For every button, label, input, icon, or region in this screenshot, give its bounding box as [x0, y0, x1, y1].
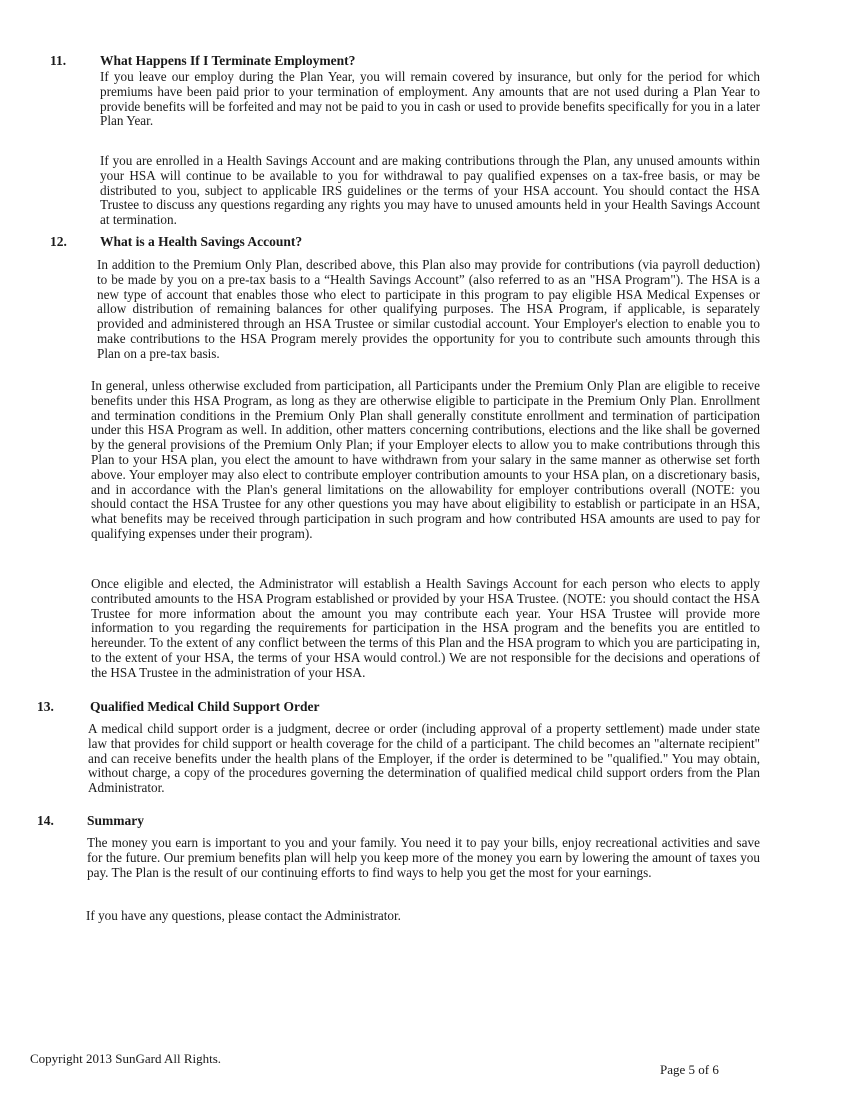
section-number: 13.: [37, 699, 54, 714]
section-heading: Summary: [87, 813, 144, 828]
copyright-notice: Copyright 2013 SunGard All Rights.: [30, 1051, 222, 1066]
paragraph: In general, unless otherwise excluded from participation, all Participants under the Premium Only Plan are eligible to receive benefits under this HSA Program, as long as they are otherwise eligible to participate in the Premium Only Plan. Enrollment and termination conditions in the Premium Only Plan shall generally constitute enrollment and termination of participation under this HSA Program as well. In addition, other matters concerning contributions, elections and the like shall be governed by the general provisions of the Premium Only Plan; if your Employer elects to allow you to make contributions through this Plan to your HSA plan, you elect the amount to have withdrawn from your salary in the same manner as otherwise set forth above. Your employer may also elect to contribute employer contribution amounts to your HSA plan, on a discretionary basis, and in accordance with the Plan's general limitations on the allowability for employer contributions overall (NOTE: you should contact the HSA Trustee for any other questions you may have about eligibility to establish or participate in an HSA, what benefits may be received through participation in such program and how contributed HSA amounts are used to pay for qualifying expenses under their program).: [91, 378, 760, 541]
section-number: 14.: [37, 813, 54, 828]
paragraph: A medical child support order is a judgment, decree or order (including approval of a property settlement) made under state law that provides for child support or health coverage for the child of a participant. The child becomes an "alternate recipient" and can receive benefits under the health plans of the Employer, if the order is determined to be "qualified." You may obtain, without charge, a copy of the procedures governing the determination of qualified medical child support orders from the Plan Administrator.: [88, 721, 760, 796]
paragraph: If you have any questions, please contact the Administrator.: [86, 908, 401, 923]
paragraph: If you are enrolled in a Health Savings Account and are making contributions through the Plan, any unused amounts within your HSA will continue to be available to you for withdrawal to pay qualified expenses on a tax-free basis, or may be distributed to you, subject to applicable IRS guidelines or the terms of your HSA account. You should contact the HSA Trustee to discuss any questions regarding any rights you may have to unused amounts held in your Health Savings Account at termination.: [100, 153, 760, 228]
section-heading: What Happens If I Terminate Employment?: [100, 53, 356, 68]
paragraph: In addition to the Premium Only Plan, described above, this Plan also may provide for contributions (via payroll deduction) to be made by you on a pre-tax basis to a “Health Savings Account” (also referred to as an "HSA Program"). The HSA is a new type of account that enables those who elect to participate in this program to pay eligible HSA Medical Expenses or allow distribution of remaining balances for other qualifying purposes. The HSA Program, if applicable, is separately provided and administered through an HSA Trustee or similar custodial account. Your Employer's election to enable you to make contributions to the HSA Program merely provides the opportunity for you to contribute such amounts through this Plan on a pre-tax basis.: [97, 257, 760, 361]
page-number: Page 5 of 6: [660, 1062, 719, 1077]
paragraph: If you leave our employ during the Plan Year, you will remain covered by insurance, but only for the period for which premiums have been paid prior to your termination of employment. Any amounts that are not used during a Plan Year to provide benefits will be forfeited and may not be paid to you in cash or used to provide benefits specifically for you in a later Plan Year.: [100, 69, 760, 129]
section-heading: Qualified Medical Child Support Order: [90, 699, 320, 714]
paragraph: The money you earn is important to you and your family. You need it to pay your bills, enjoy recreational activities and save for the future. Our premium benefits plan will help you keep more of the money you earn by lowering the amount of taxes you pay. The Plan is the result of our continuing efforts to find ways to help you get the most for your earnings.: [87, 835, 760, 880]
paragraph: Once eligible and elected, the Administrator will establish a Health Savings Account for each person who elects to apply contributed amounts to the HSA Program established or provided by your HSA Trustee. (NOTE: you should contact the HSA Trustee for more information about the amount you may contribute each year. Your HSA Trustee will provide more information to you regarding the requirements for participation in the HSA program and the benefits you are entitled to hereunder. To the extent of any conflict between the terms of this Plan and the HSA program to which you are participating in, to the extent of your HSA, the terms of your HSA would control.) We are not responsible for the decisions and operations of the HSA Trustee in the administration of your HSA.: [91, 576, 760, 680]
section-number: 12.: [50, 234, 67, 249]
section-number: 11.: [50, 53, 67, 68]
section-heading: What is a Health Savings Account?: [100, 234, 303, 249]
